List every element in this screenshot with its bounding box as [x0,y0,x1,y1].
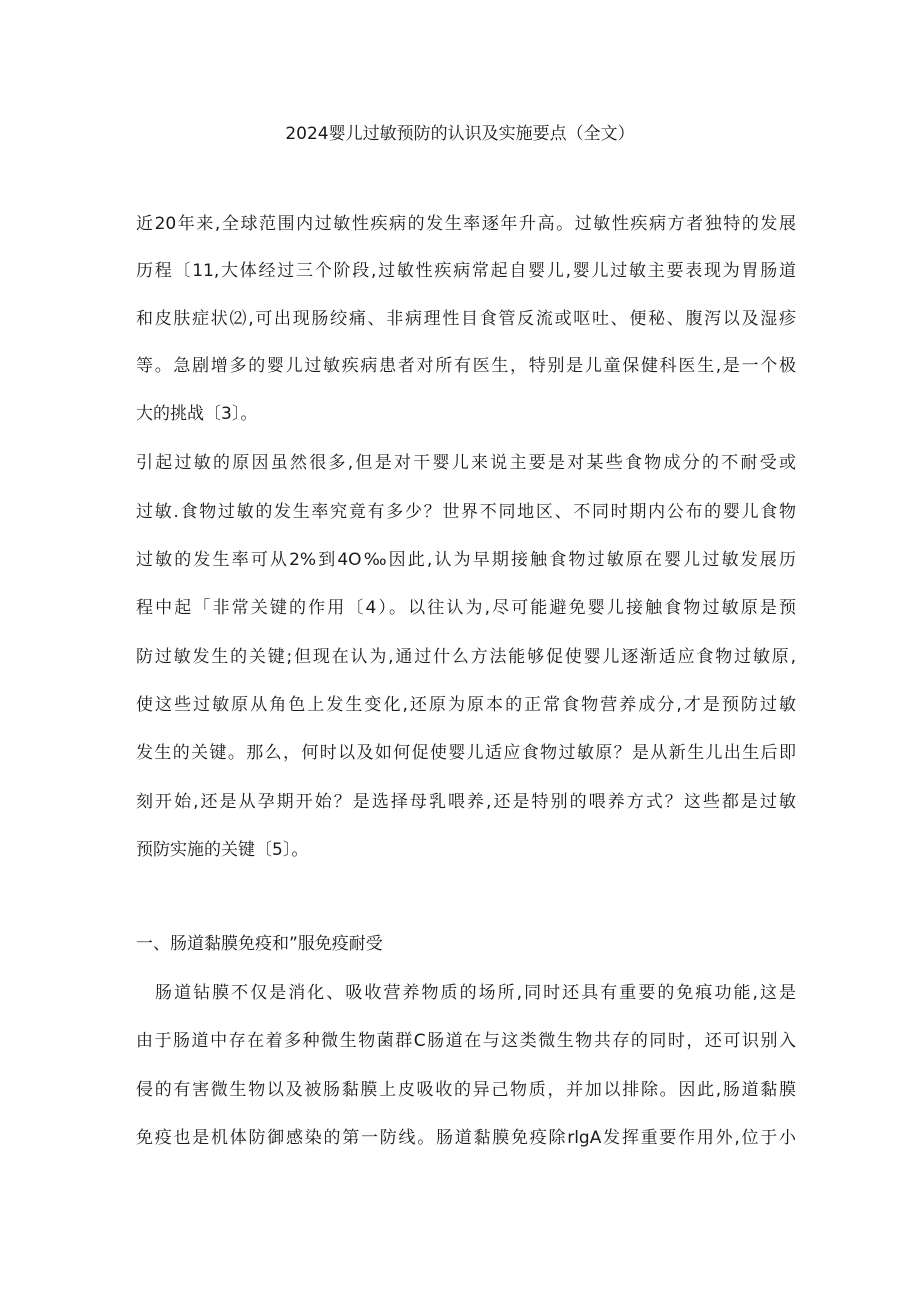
paragraph-2-line: 程中起「非常关键的作用〔4）。以往认为,尽可能避免婴儿接触食物过敏原是预 [136,598,796,618]
paragraph-3-line: 侵的有害微生物以及被肠黏膜上皮吸收的异己物质，并加以排除。因此,肠道黏膜 [136,1080,796,1100]
paragraph-1-line: 等。急剧增多的婴儿过敏疾病患者对所有医生，特别是儿童保健科医生,是一个极 [136,356,796,376]
paragraph-3-line: 免疫也是机体防御感染的第一防线。肠道黏膜免疫除rlgA发挥重要作用外,位于小 [136,1128,796,1148]
paragraph-2-line: 过敏.食物过敏的发生率究竟有多少？世界不同地区、不同时期内公布的婴儿食物 [136,502,796,522]
paragraph-2-line: 刻开始,还是从孕期开始？是选择母乳喂养,还是特别的喂养方式？这些都是过敏 [136,792,796,812]
paragraph-1-line: 近20年来,全球范围内过敏性疾病的发生率逐年升高。过敏性疾病方者独特的发展 [136,214,796,234]
paragraph-1-line: 大的挑战〔3〕。 [136,404,258,424]
paragraph-1-line: 和皮肤症状⑵,可出现肠绞痛、非病理性目食管反流或呕吐、便秘、腹泻以及湿疹 [136,309,796,329]
paragraph-2-line: 使这些过敏原从角色上发生变化,还原为原本的正常食物营养成分,才是预防过敏 [136,695,796,715]
paragraph-3-line: 由于肠道中存在着多种微生物菌群C肠道在与这类微生物共存的同时，还可识别入 [136,1031,796,1051]
paragraph-1-line: 历程〔11,大体经过三个阶段,过敏性疾病常起自婴儿,婴儿过敏主要表现为胃肠道 [136,261,796,281]
section-heading: 一、肠道黏膜免疫和”服免疫耐受 [136,934,383,954]
paragraph-2-line: 过敏的发生率可从2%到4O‰因此,认为早期接触食物过敏原在婴儿过敏发展历 [136,550,796,570]
paragraph-2-line: 预防实施的关键〔5〕。 [136,840,309,860]
paragraph-2-line: 发生的关键。那么，何时以及如何促使婴儿适应食物过敏原？是从新生儿出生后即 [136,743,796,763]
document-title: 2024婴儿过敏预防的认识及实施要点（全文） [285,124,635,144]
paragraph-3-line: 肠道钻膜不仅是消化、吸收营养物质的场所,同时还具有重要的免痕功能,这是 [136,983,796,1003]
paragraph-2-line: 引起过敏的原因虽然很多,但是对干婴儿来说主要是对某些食物成分的不耐受或 [136,453,796,473]
paragraph-2-line: 防过敏发生的关键;但现在认为,通过什么方法能够促使婴儿逐渐适应食物过敏原, [136,647,796,667]
